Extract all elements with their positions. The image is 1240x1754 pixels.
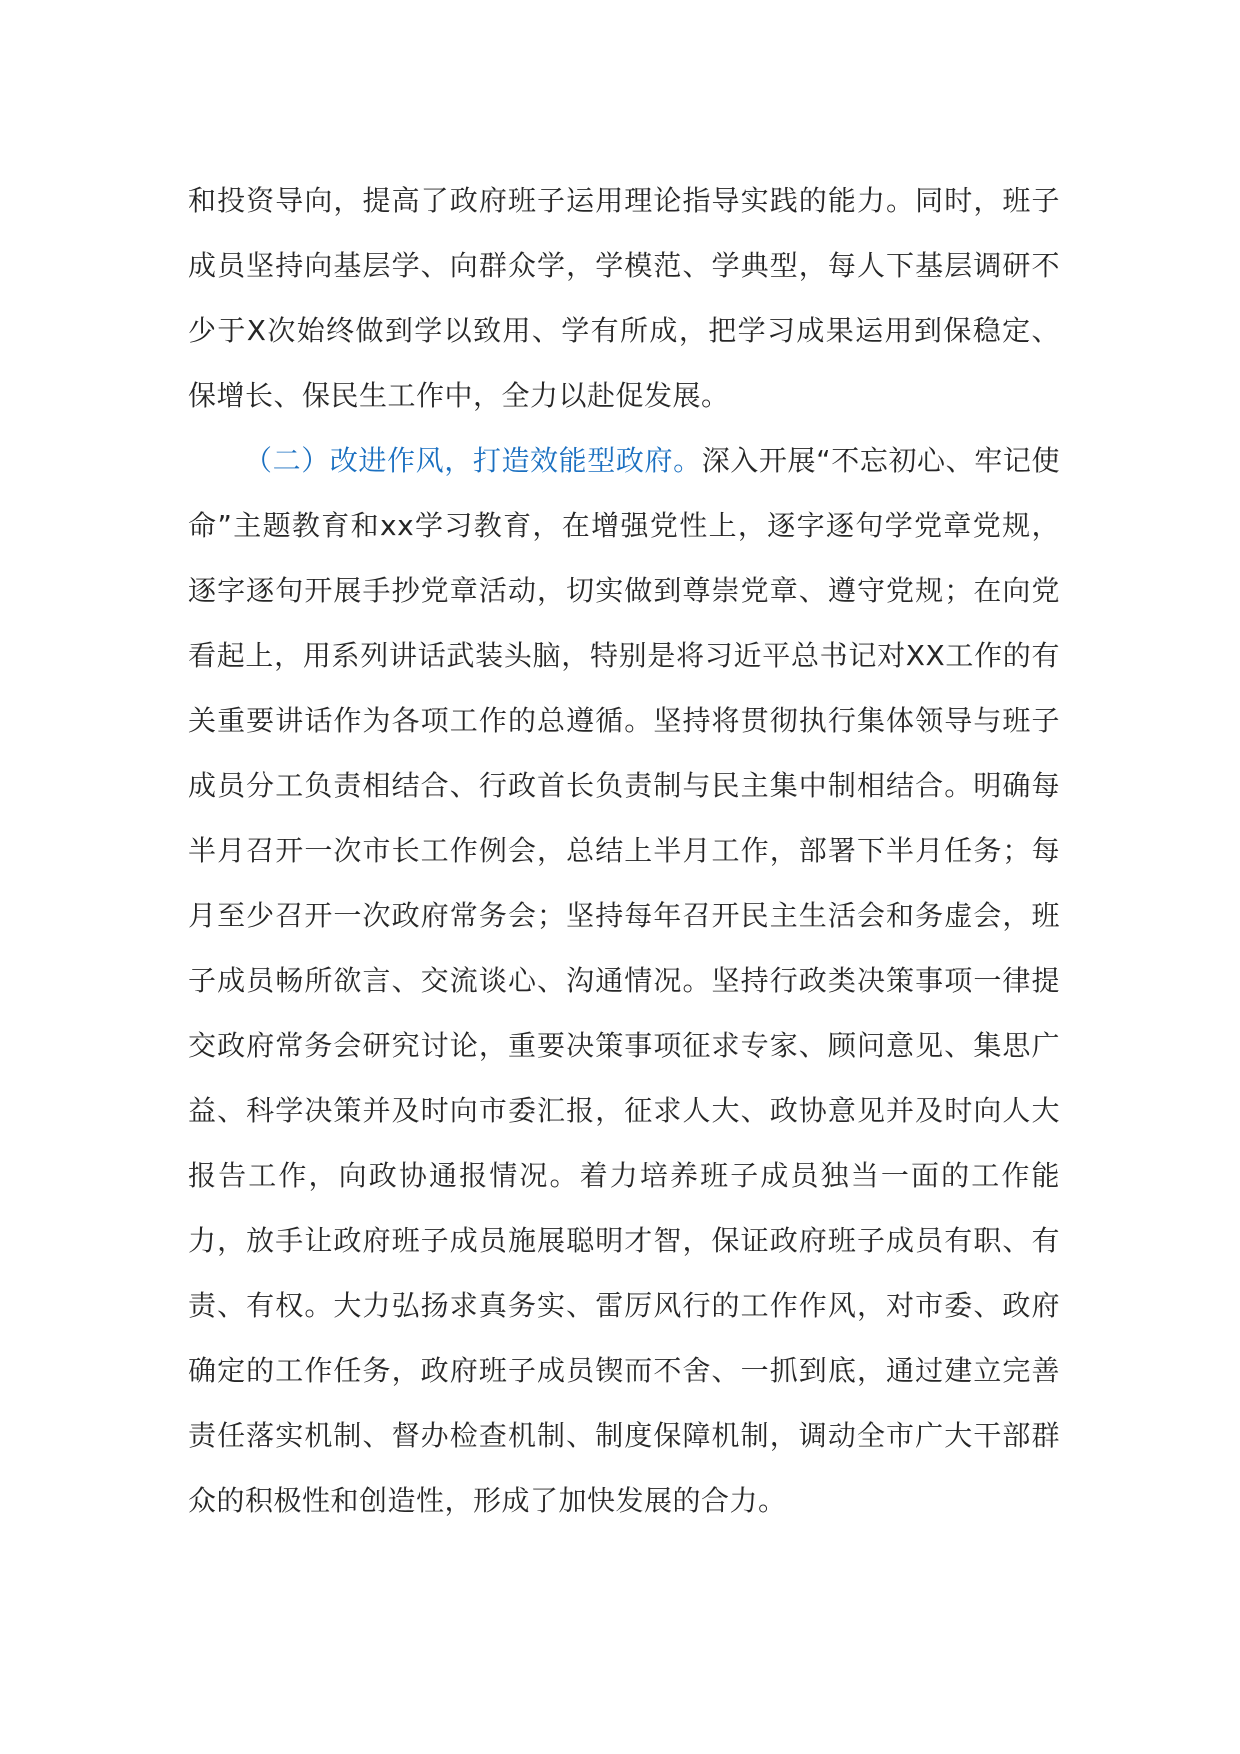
document-body bbox=[188, 168, 1060, 1533]
paragraph-section-two bbox=[188, 428, 1060, 1533]
paragraph-continuation bbox=[188, 168, 1060, 428]
paragraph-text: 和投资导向，提高了政府班子运用理论指导实践的能力。同时，班子成员坚持向基层学、向群众学，学模范、学典型，每人下基层调研不少于X次始终做到学以致用、学有所成，把学习成果运用到保稳定、保增长、保民生工作中，全力以赴促发展。 bbox=[188, 184, 1060, 412]
paragraph-text: 深入开展“不忘初心、牢记使命”主题教育和xx学习教育，在增强党性上，逐字逐句学党章党规，逐字逐句开展手抄党章活动，切实做到尊崇党章、遵守党规；在向党看起上，用系列讲话武装头脑，特别是将习近平总书记对XX工作的有关重要讲话作为各项工作的总遵循。坚持将贯彻执行集体领导与班子成员分工负责相结合、行政首长负责制与民主集中制相结合。明确每半月召开一次市长工作例会，总结上半月工作，部署下半月任务；每月至少召开一次政府常务会；坚持每年召开民主生活会和务虚会，班子成员畅所欲言、交流谈心、沟通情况。坚持行政类决策事项一律提交政府常务会研究讨论，重要决策事项征求专家、顾问意见、集思广益、科学决策并及时向市委汇报，征求人大、政协意见并及时向人大报告工作，向政协通报情况。着力培养班子成员独当一面的工作能力，放手让政府班子成员施展聪明才智，保证政府班子成员有职、有责、有权。大力弘扬求真务实、雷厉风行的工作作风，对市委、政府确定的工作任务，政府班子成员锲而不舍、一抓到底，通过建立完善责任落实机制、督办检查机制、制度保障机制，调动全市广大干部群众的积极性和创造性，形成了加快发展的合力。 bbox=[188, 444, 1060, 1517]
section-heading: （二）改进作风，打造效能型政府。 bbox=[244, 444, 702, 477]
